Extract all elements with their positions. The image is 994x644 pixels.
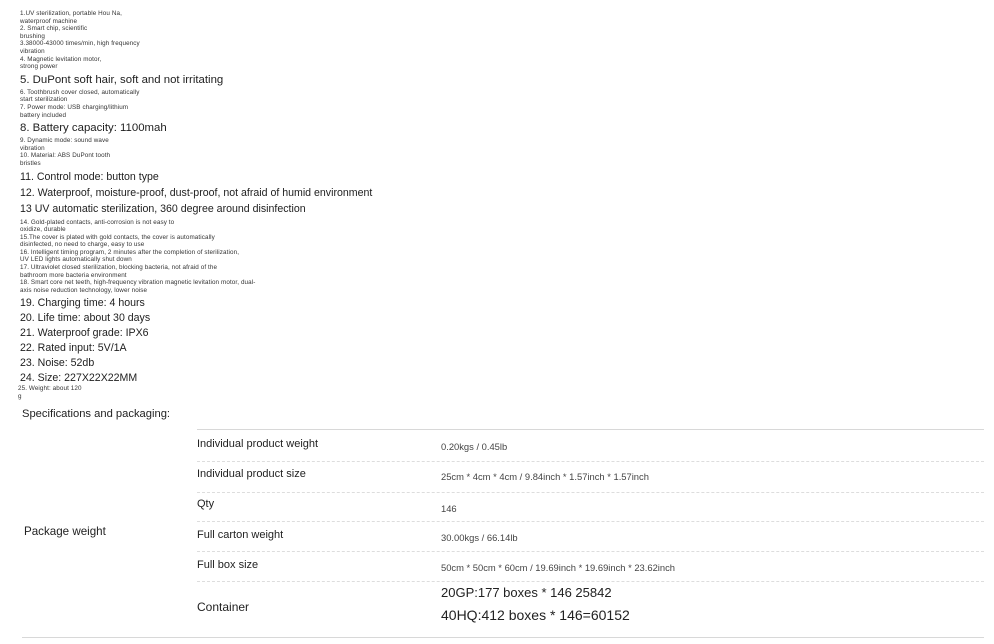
feature-line-3a: 3.38000-43000 times/min, high frequency	[20, 40, 140, 48]
spec-row-box-size	[197, 552, 984, 582]
spec-label: Qty	[197, 498, 215, 510]
feature-line-14b: oxidize, durable	[20, 226, 66, 234]
feature-line-7b: battery included	[20, 111, 67, 119]
feature-13: 13 UV automatic sterilization, 360 degree around disinfection	[20, 202, 306, 215]
feature-list	[20, 10, 500, 401]
feature-8: 8. Battery capacity: 1100mah	[20, 122, 167, 135]
feature-line-25a: 25. Weight: about 120	[18, 385, 82, 393]
feature-5: 5. DuPont soft hair, soft and not irritating	[20, 73, 224, 86]
spec-label: Individual product weight	[197, 438, 319, 450]
spec-value-line-1: 20GP:177 boxes * 146 25842	[441, 585, 612, 600]
feature-line-2b: brushing	[20, 32, 45, 40]
feature-20: 20. Life time: about 30 days	[20, 312, 151, 325]
feature-line-3b: vibration	[20, 47, 45, 55]
spec-row-product-weight	[197, 430, 984, 462]
feature-line-25b: g	[18, 393, 22, 401]
feature-line-15a: 15.The cover is plated with gold contacts, the cover is automatically	[20, 233, 215, 241]
spec-value: 30.00kgs / 66.14lb	[441, 532, 518, 543]
feature-line-1a: 1.UV sterilization, portable Hou Na,	[20, 10, 122, 17]
spec-row-carton-weight	[197, 522, 984, 552]
feature-line-4b: strong power	[20, 63, 58, 71]
feature-line-6b: start sterilization	[20, 96, 68, 104]
feature-12: 12. Waterproof, moisture-proof, dust-proof, not afraid of humid environment	[20, 186, 373, 199]
feature-line-2a: 2. Smart chip, scientific	[20, 25, 88, 33]
spec-section-title: Specifications and packaging:	[22, 408, 171, 420]
feature-line-18b: axis noise reduction technology, lower noise	[20, 286, 148, 294]
spec-value-line-2: 40HQ:412 boxes * 146=60152	[441, 607, 630, 623]
feature-line-7a: 7. Power mode: USB charging/lithium	[20, 103, 129, 111]
spec-label: Container	[197, 600, 250, 614]
feature-line-16b: UV LED lights automatically shut down	[20, 256, 132, 264]
feature-line-17b: bathroom more bacteria environment	[20, 271, 127, 279]
feature-line-14a: 14. Gold-plated contacts, anti-corrosion is not easy to	[20, 218, 175, 226]
feature-line-18a: 18. Smart core net teeth, high-frequency vibration magnetic levitation motor, dual-	[20, 279, 256, 287]
feature-line-1b: waterproof machine	[20, 17, 78, 25]
spec-value: 146	[441, 503, 457, 514]
feature-23: 23. Noise: 52db	[20, 357, 95, 370]
spec-label: Full box size	[197, 559, 259, 571]
spec-value: 0.20kgs / 0.45lb	[441, 441, 508, 452]
feature-line-9a: 9. Dynamic mode: sound wave	[20, 137, 109, 145]
spec-row-qty	[197, 493, 984, 522]
feature-line-10a: 10. Material: ABS DuPont tooth	[20, 152, 111, 160]
spec-row-container	[197, 582, 984, 637]
feature-line-15b: disinfected, no need to charge, easy to use	[20, 241, 145, 249]
feature-line-16a: 16. Intelligent timing program, 2 minutes after the completion of sterilization,	[20, 248, 240, 256]
feature-22: 22. Rated input: 5V/1A	[20, 342, 127, 355]
spec-label: Full carton weight	[197, 529, 284, 541]
feature-21: 21. Waterproof grade: IPX6	[20, 327, 149, 340]
spec-label: Individual product size	[197, 468, 306, 480]
feature-line-4a: 4. Magnetic levitation motor,	[20, 55, 102, 63]
spec-row-product-size	[197, 462, 984, 493]
feature-line-10b: bristles	[20, 159, 41, 167]
feature-line-6a: 6. Toothbrush cover closed, automatically	[20, 88, 140, 96]
spec-value: 25cm * 4cm * 4cm / 9.84inch * 1.57inch * 1.57inch	[441, 471, 649, 482]
feature-24: 24. Size: 227X22X22MM	[20, 372, 138, 385]
package-weight-group-label: Package weight	[24, 525, 106, 538]
feature-line-17a: 17. Ultraviolet closed sterilization, blocking bacteria, not afraid of the	[20, 264, 218, 272]
spec-value: 50cm * 50cm * 60cm / 19.69inch * 19.69inch * 23.62inch	[441, 562, 675, 573]
table-bottom-divider	[22, 637, 984, 638]
feature-line-9b: vibration	[20, 144, 45, 152]
feature-19: 19. Charging time: 4 hours	[20, 297, 145, 310]
feature-11: 11. Control mode: button type	[20, 170, 159, 183]
